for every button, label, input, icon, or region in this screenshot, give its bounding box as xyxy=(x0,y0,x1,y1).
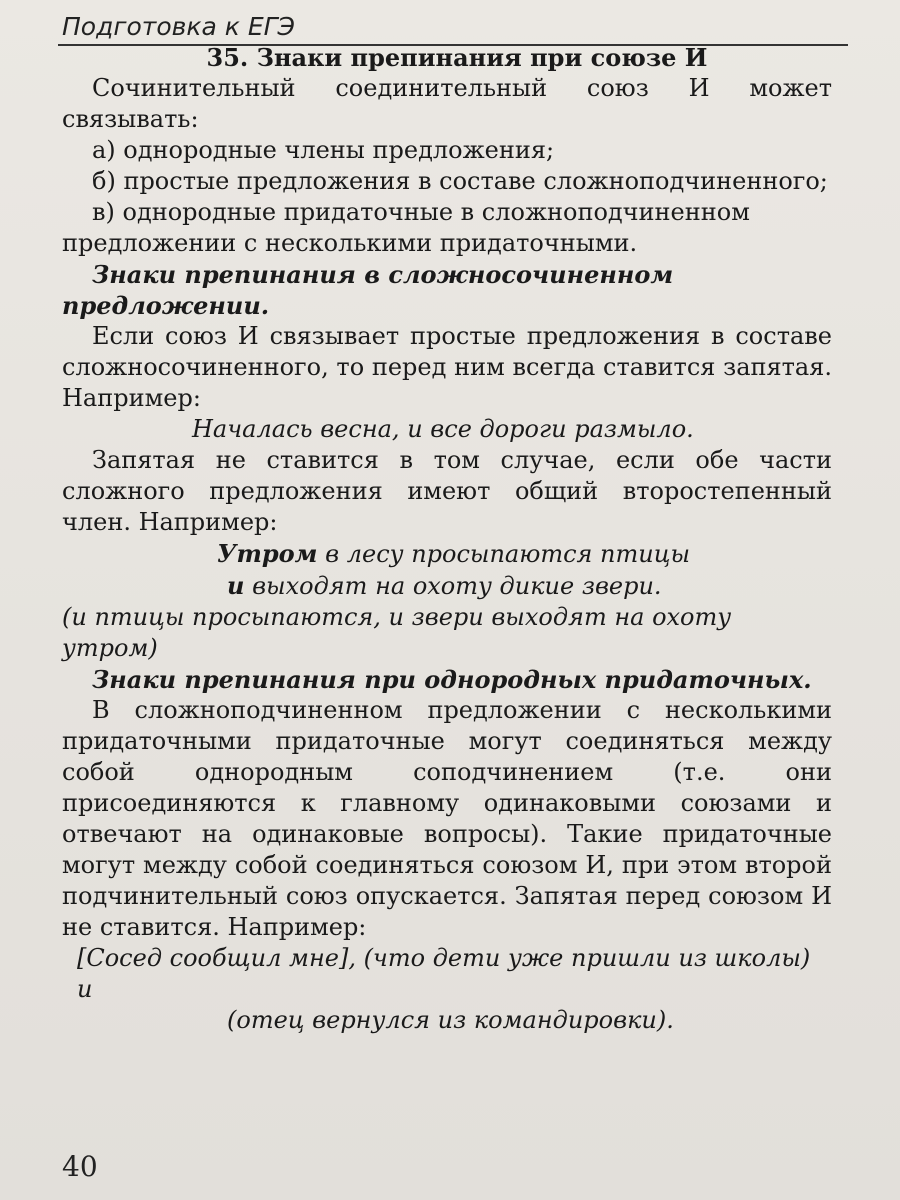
list-item-a: а) однородные члены предложения; xyxy=(92,136,555,164)
example-bold-word: и xyxy=(227,571,245,600)
subsection-heading-homogeneous: Знаки препинания при однородных придаточных. xyxy=(92,665,812,694)
homogeneous-rule-paragraph: В сложноподчиненном предложении с несколькими придаточными придаточные могут соединяться между собой однородным соподчинением (т.е. они присоединяются к главному одинаковыми союзами и отвечают на одинаковые вопросы). Такие придаточные могут между собой соединяться союзом И, при этом второй подчинительный союз опускается. Запятая перед союзом И не ставится. Например: xyxy=(62,696,832,941)
example-bold-word: Утром xyxy=(217,539,318,568)
example-text: выходят на охоту дикие звери. xyxy=(244,572,662,600)
intro-paragraph: Сочинительный соединительный союз И может связывать: xyxy=(62,74,832,133)
page-number: 40 xyxy=(62,1150,98,1183)
compound-rule-paragraph: Если союз И связывает простые предложения в составе сложносочиненного, то перед ним всегда ставится запятая. Например: xyxy=(62,322,832,412)
list-item-b: б) простые предложения в составе сложноподчиненного; xyxy=(92,167,828,195)
running-header: Подготовка к ЕГЭ xyxy=(62,12,295,41)
example-neighbor-line2: (отец вернулся из командировки). xyxy=(227,1006,674,1034)
page-content xyxy=(62,42,832,1036)
example-morning-line2 xyxy=(62,570,832,602)
example-text: в лесу просыпаются птицы xyxy=(317,540,691,568)
example-spring: Началась весна, и все дороги размыло. xyxy=(192,415,694,443)
example-note: (и птицы просыпаются, и звери выходят на охоту утром) xyxy=(62,603,732,662)
example-neighbor-line1: [Сосед сообщил мне], (что дети уже пришли из школы) и xyxy=(77,944,811,1003)
list-item-c: в) однородные придаточные в сложноподчиненном предложении с несколькими придаточными. xyxy=(62,198,750,257)
section-title: 35. Знаки препинания при союзе И xyxy=(206,43,708,72)
no-comma-paragraph: Запятая не ставится в том случае, если обе части сложного предложения имеют общий второстепенный член. Например: xyxy=(62,446,832,536)
example-morning-line1 xyxy=(62,538,832,570)
subsection-heading-compound: Знаки препинания в сложносочиненном предложении. xyxy=(62,260,674,320)
